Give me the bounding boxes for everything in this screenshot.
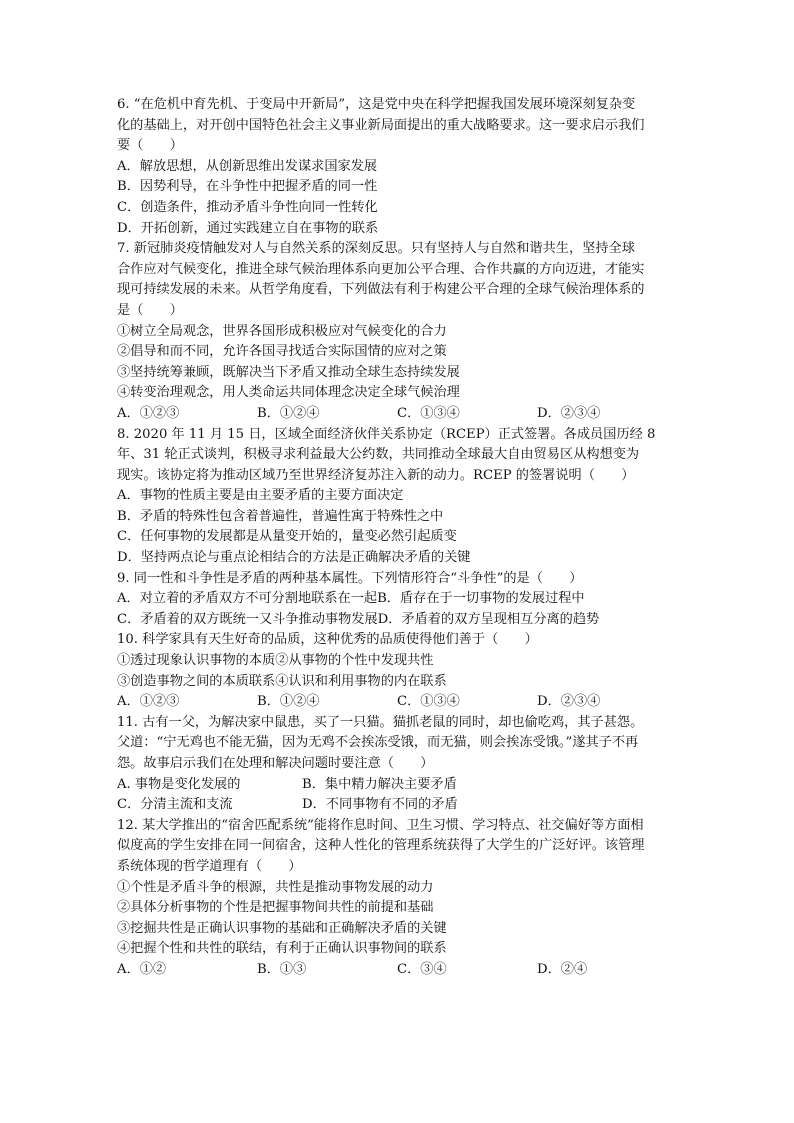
choice-a: A. 事物是变化发展的	[117, 776, 241, 792]
choice-a: A．①②③	[117, 694, 180, 710]
option-d: D．坚持两点论与重点论相结合的方法是正确解决矛盾的关键	[117, 550, 471, 566]
choice-row	[117, 692, 677, 713]
question-stem-line: 怨。故事启示我们在处理和解决问题时要注意（ ）	[117, 756, 434, 771]
choice-d: D．②④	[537, 961, 588, 977]
question-12	[117, 816, 677, 981]
choice-row	[117, 404, 677, 425]
option-cd: C．矛盾着的双方既统一又斗争推动事物发展D．矛盾着的双方呈现相互分离的趋势	[117, 611, 600, 627]
question-stem-line: 现可持续发展的未来。从哲学角度看，下列做法有利于构建公平合理的全球气候治理体系的	[117, 282, 645, 298]
question-stem-line: 化的基础上，对开创中国特色社会主义事业新局面提出的重大战略要求。这一要求启示我们	[117, 117, 645, 133]
statement-item: ④把握个性和共性的联结，有利于正确认识事物间的联系	[117, 941, 447, 957]
question-9	[117, 569, 677, 631]
question-stem-line: 7. 新冠肺炎疫情触发对人与自然关系的深刻反思。只有坚持人与自然和谐共生，坚持全球	[117, 241, 635, 257]
statement-item: ③坚持统筹兼顾，既解决当下矛盾又推动全球生态持续发展	[117, 364, 460, 380]
choice-row	[117, 775, 677, 796]
choice-d: D．②③④	[537, 694, 601, 710]
question-10	[117, 630, 677, 712]
option-a: A．事物的性质主要是由主要矛盾的主要方面决定	[117, 488, 404, 504]
option-c: C．创造条件，推动矛盾斗争性向同一性转化	[117, 199, 378, 215]
question-stem-line: 9. 同一性和斗争性是矛盾的两种基本属性。下列情形符合“斗争性”的是（ ）	[117, 570, 583, 586]
statement-item: ①个性是矛盾斗争的根源，共性是推动事物发展的动力	[117, 879, 434, 895]
question-8	[117, 425, 677, 569]
question-stem-line: 要（ ）	[117, 138, 183, 154]
choice-b: B．①②④	[257, 405, 320, 421]
question-stem-line: 现实。该协定将为推动区域乃至世界经济复苏注入新的动力。RCEP 的签署说明（ ）	[117, 467, 635, 483]
choice-c: C．③④	[397, 961, 447, 977]
statement-item: ③创造事物之间的本质联系④认识和利用事物的内在联系	[117, 673, 447, 689]
option-b: B．因势利导，在斗争性中把握矛盾的同一性	[117, 179, 378, 195]
choice-a: A．①②	[117, 961, 167, 977]
question-stem-line: 是（ ）	[117, 302, 183, 318]
question-6	[117, 95, 677, 239]
choice-b: B．①③	[257, 961, 307, 977]
option-a: A．解放思想，从创新思维出发谋求国家发展	[117, 158, 378, 174]
question-stem-line: 年、31 轮正式谈判，积极寻求利益最大公约数，共同推动全球最大自由贸易区从构想变为	[117, 447, 640, 463]
statement-item: ①透过现象认识事物的本质②从事物的个性中发现共性	[117, 653, 434, 669]
question-stem-line: 父道：“宁无鸡也不能无猫，因为无鸡不会挨冻受饿，而无猫，则会挨冻受饿。”遂其子不再	[117, 735, 639, 751]
question-stem-line: 合作应对气候变化，推进全球气候治理体系向更加公平合理、合作共赢的方向迈进，才能实	[117, 261, 645, 277]
statement-item: ①树立全局观念，世界各国形成积极应对气候变化的合力	[117, 323, 447, 339]
choice-row	[117, 795, 677, 816]
choice-c: C．①③④	[397, 694, 460, 710]
choice-a: A．①②③	[117, 405, 180, 421]
question-11	[117, 713, 677, 816]
statement-item: ③挖掘共性是正确认识事物的基础和正确解决矛盾的关键	[117, 920, 447, 936]
option-c: C．任何事物的发展都是从量变开始的，量变必然引起质变	[117, 529, 457, 545]
question-stem-line: 6. “在危机中育先机、于变局中开新局”，这是党中央在科学把握我国发展环境深刻复杂变	[117, 97, 636, 112]
question-stem-line: 10. 科学家具有天生好奇的品质，这种优秀的品质使得他们善于（ ）	[117, 632, 538, 648]
question-stem-line: 12. 某大学推出的“宿舍匹配系统”能将作息时间、卫生习惯、学习特点、社交偏好等方面相	[117, 817, 644, 833]
option-b: B．矛盾的特殊性包含着普遍性，普遍性寓于特殊性之中	[117, 508, 444, 524]
choice-c: C．分清主流和支流	[117, 797, 233, 813]
choice-d: D．②③④	[537, 405, 601, 421]
option-ab: A．对立着的矛盾双方不可分割地联系在一起B．盾存在于一切事物的发展过程中	[117, 591, 585, 607]
question-stem-line: 11. 古有一父，为解决家中鼠患，买了一只猫。猫抓老鼠的同时，却也偷吃鸡，其子甚怨。	[117, 714, 644, 730]
choice-d: D．不同事物有不同的矛盾	[302, 797, 458, 813]
question-stem-line: 8. 2020 年 11 月 15 日，区域全面经济伙伴关系协定（RCEP）正式签署。各成员国历经 8	[117, 426, 656, 442]
statement-item: ④转变治理观念，用人类命运共同体理念决定全球气候治理	[117, 385, 460, 401]
statement-item: ②具体分析事物的个性是把握事物间共性的前提和基础	[117, 900, 434, 916]
exam-page	[117, 95, 677, 981]
question-stem-line: 系统体现的哲学道理有（ ）	[117, 858, 302, 874]
choice-row	[117, 960, 677, 981]
statement-item: ②倡导和而不同，允许各国寻找适合实际国情的应对之策	[117, 344, 447, 360]
option-d: D．开拓创新，通过实践建立自在事物的联系	[117, 220, 379, 236]
choice-c: C．①③④	[397, 405, 460, 421]
choice-b: B．集中精力解决主要矛盾	[302, 776, 457, 792]
question-stem-line: 似度高的学生安排在同一间宿舍，这种人性化的管理系统获得了大学生的广泛好评。该管理	[117, 838, 645, 854]
choice-b: B．①②④	[257, 694, 320, 710]
question-7	[117, 239, 677, 424]
